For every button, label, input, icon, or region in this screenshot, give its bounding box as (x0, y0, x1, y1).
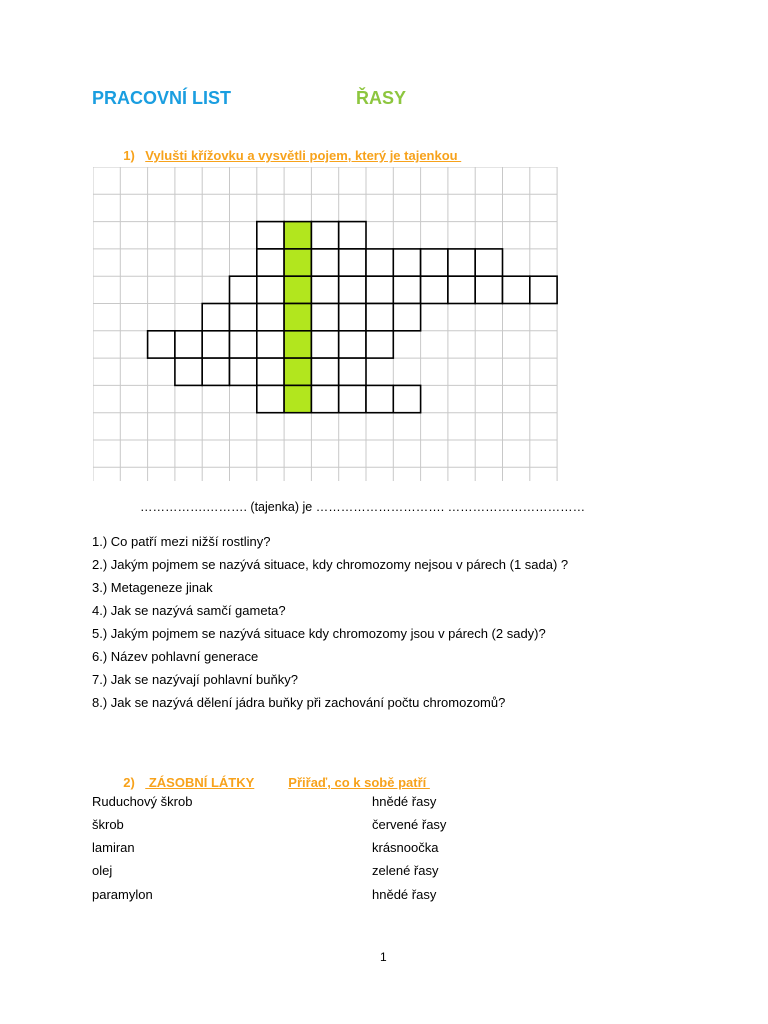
pair-right-3: krásnoočka (372, 840, 439, 855)
crossword-cell (339, 276, 366, 303)
crossword-cell (366, 331, 393, 358)
crossword-cell (339, 358, 366, 385)
crossword-cell (339, 222, 366, 249)
crossword-cell (311, 276, 338, 303)
pair-left-3: lamiran (92, 840, 135, 855)
section2-instruction: Přiřaď, co k sobě patří (288, 775, 430, 790)
crossword-tajenka-cell (284, 358, 311, 385)
pair-left-5: paramylon (92, 887, 153, 902)
crossword-cell (175, 358, 202, 385)
crossword-cell (339, 304, 366, 331)
crossword-grid (93, 167, 559, 486)
tajenka-fill-line: …………….………. (tajenka) je …………………………. …………………………… (140, 500, 586, 514)
crossword-cell (421, 249, 448, 276)
crossword-cell (503, 276, 530, 303)
page-title-right: ŘASY (356, 88, 407, 108)
pair-left-4: olej (92, 863, 113, 878)
crossword-cell (202, 358, 229, 385)
pair-right-4: zelené řasy (372, 863, 439, 878)
crossword-cell (257, 358, 284, 385)
crossword-cell (257, 276, 284, 303)
crossword-cell (475, 276, 502, 303)
crossword-cell (393, 249, 420, 276)
crossword-cell (311, 331, 338, 358)
section1-instruction: Vylušti křížovku a vysvětli pojem, který je tajenkou (145, 148, 462, 163)
crossword-cell (448, 249, 475, 276)
question-5: 5.) Jakým pojmem se nazývá situace kdy chromozomy jsou v párech (2 sady)? (92, 626, 546, 641)
crossword-cell (366, 385, 393, 412)
section1-number: 1) (123, 148, 135, 163)
crossword-tajenka-cell (284, 304, 311, 331)
crossword-cell (475, 249, 502, 276)
crossword-cell (339, 331, 366, 358)
crossword-cell (311, 385, 338, 412)
pair-right-5: hnědé řasy (372, 887, 437, 902)
crossword-cell (393, 276, 420, 303)
question-8: 8.) Jak se nazývá dělení jádra buňky při zachování počtu chromozomů? (92, 695, 506, 710)
crossword-cell (366, 249, 393, 276)
crossword-cell (257, 385, 284, 412)
crossword-cell (257, 304, 284, 331)
question-2: 2.) Jakým pojmem se nazývá situace, kdy chromozomy nejsou v párech (1 sada) ? (92, 557, 569, 572)
crossword-cell (257, 249, 284, 276)
question-4: 4.) Jak se nazývá samčí gameta? (92, 603, 286, 618)
crossword-cell (311, 358, 338, 385)
pair-left-2: škrob (92, 817, 124, 832)
question-6: 6.) Název pohlavní generace (92, 649, 259, 664)
page-number: 1 (380, 950, 387, 964)
crossword-cell (393, 385, 420, 412)
pair-right-1: hnědé řasy (372, 794, 437, 809)
crossword-tajenka-cell (284, 385, 311, 412)
crossword-cell (148, 331, 175, 358)
pair-left-1: Ruduchový škrob (92, 794, 193, 809)
crossword-tajenka-cell (284, 331, 311, 358)
crossword-cell (448, 276, 475, 303)
question-1: 1.) Co patří mezi nižší rostliny? (92, 534, 271, 549)
crossword-cell (230, 304, 257, 331)
question-7: 7.) Jak se nazývají pohlavní buňky? (92, 672, 298, 687)
crossword-cell (366, 304, 393, 331)
crossword-cell (311, 304, 338, 331)
crossword-cell (202, 304, 229, 331)
section2-heading (116, 760, 430, 790)
crossword-cell (202, 331, 229, 358)
crossword-tajenka-cell (284, 222, 311, 249)
page-title-left: PRACOVNÍ LIST (92, 88, 232, 108)
crossword-cell (339, 249, 366, 276)
crossword-cell (257, 222, 284, 249)
crossword-cell (311, 249, 338, 276)
crossword-cell (366, 276, 393, 303)
section2-title: ZÁSOBNÍ LÁTKY (145, 775, 255, 790)
pair-right-2: červené řasy (372, 817, 447, 832)
crossword-cell (393, 304, 420, 331)
crossword-cell (339, 385, 366, 412)
crossword-cell (230, 358, 257, 385)
crossword-cell (530, 276, 557, 303)
section1-heading (116, 133, 461, 163)
question-3: 3.) Metageneze jinak (92, 580, 213, 595)
crossword-cell (311, 222, 338, 249)
crossword-cell (230, 276, 257, 303)
crossword-tajenka-cell (284, 249, 311, 276)
section2-number: 2) (123, 775, 135, 790)
crossword-cell (421, 276, 448, 303)
crossword-cell (230, 331, 257, 358)
crossword-tajenka-cell (284, 276, 311, 303)
crossword-cell (175, 331, 202, 358)
crossword-cell (257, 331, 284, 358)
